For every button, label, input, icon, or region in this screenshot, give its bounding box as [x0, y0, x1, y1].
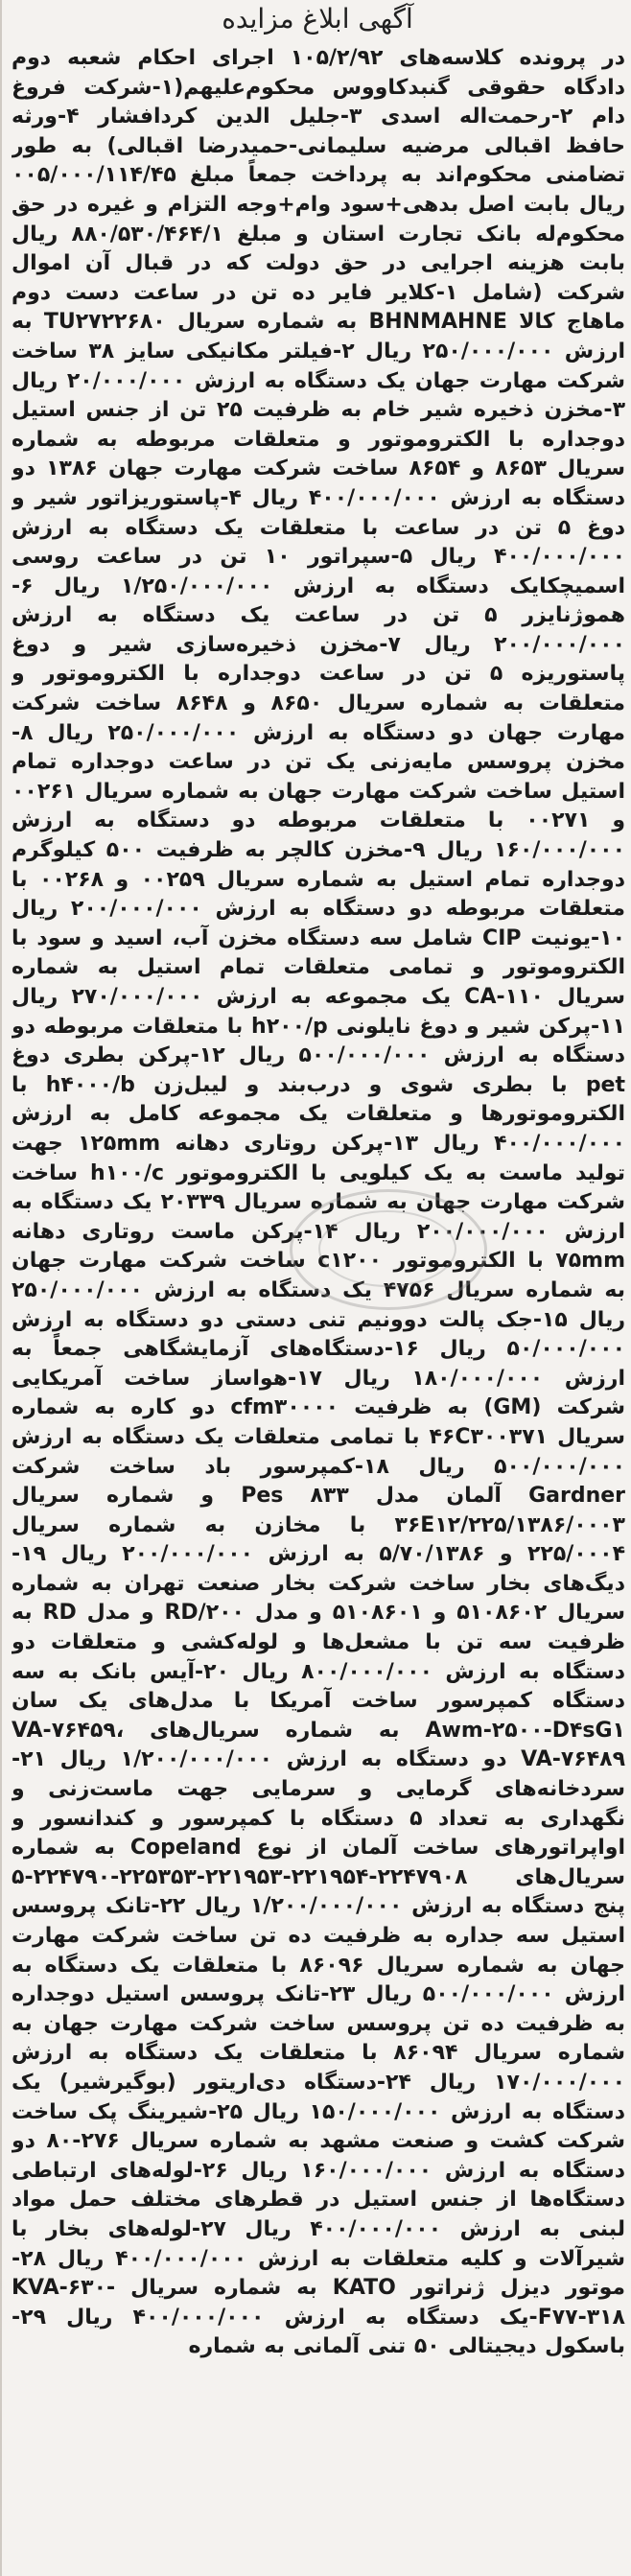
notice-header [2, 0, 631, 38]
notice-title: آگهی ابلاغ مزایده [222, 3, 413, 35]
notice-body: در پرونده کلاسه‌های ۱۰۵/۲/۹۲ اجرای احکام شعبه دوم دادگاه حقوقی گنبدکاووس محکوم‌علیهم(۱-شرکت فروغ دام ۲-رحمت‌اله اسدی ۳-جلیل الدین کردافشار ۴-ورثه حافظ اقبالی مرضیه سلیمانی-حمیدرضا اقبالی) به طور تضامنی محکوم‌اند به پرداخت جمعاً مبلغ ۰۰۵/۰۰۰/۱۱۴/۴۵ ریال بابت اصل بدهی+سود وام+وجه التزام و غیره در حق محکوم‌له بانک تجارت استان و مبلغ ۸۸۰/۵۳۰/۴۶۴/۱ ریال بابت هزینه اجرایی در حق دولت که در قبال آن اموال شرکت (شامل ۱-کلایر فایر ده تن در ساعت دست دوم ماهاج کالا BHNMAHNE به شماره سریال TU۲۷۲۲۶۸۰ به ارزش ۲۵۰/۰۰۰/۰۰۰ ریال ۲-فیلتر مکانیکی سایز ۳۸ ساخت شرکت مهارت جهان یک دستگاه به ارزش ۲۰/۰۰۰/۰۰۰ ریال ۳-مخزن ذخیره شیر خام به ظرفیت ۲۵ تن از جنس استیل دوجداره با الکتروموتور و متعلقات مربوطه به شماره سریال ۸۶۵۳ و ۸۶۵۴ ساخت شرکت مهارت جهان ۱۳۸۶ دو دستگاه به ارزش ۴۰۰/۰۰۰/۰۰۰ ریال ۴-پاستوریزاتور شیر و دوغ ۵ تن در ساعت با متعلقات یک دستگاه به ارزش ۴۰۰/۰۰۰/۰۰۰ ریال ۵-سپراتور ۱۰ تن در ساعت روسی اسمیچکایک دستگاه به ارزش ۱/۲۵۰/۰۰۰/۰۰۰ ریال ۶-هموژنایزر ۵ تن در ساعت یک دستگاه به ارزش ۲۰۰/۰۰۰/۰۰۰ ریال ۷-مخزن ذخیره‌سازی شیر و دوغ پاستوریزه ۵ تن در ساعت دوجداره با الکتروموتور و متعلقات به شماره سریال ۸۶۵۰ و ۸۶۴۸ ساخت شرکت مهارت جهان دو دستگاه به ارزش ۲۵۰/۰۰۰/۰۰۰ ریال ۸-مخزن پروسس مایه‌زنی یک تن در ساعت دوجداره تمام استیل ساخت شرکت مهارت جهان به شماره سریال ۰۰۲۶۱ و ۰۰۲۷۱ با متعلقات مربوطه دو دستگاه به ارزش ۱۶۰/۰۰۰/۰۰۰ ریال ۹-مخزن کالچر به ظرفیت ۵۰۰ کیلوگرم دوجداره تمام استیل به شماره سریال ۰۰۲۵۹ و ۰۰۲۶۸ با متعلقات مربوطه دو دستگاه به ارزش ۲۰۰/۰۰۰/۰۰۰ ریال ۱۰-یونیت CIP شامل سه دستگاه مخزن آب، اسید و سود با الکتروموتور و تمامی متعلقات تمام استیل به شماره سریال CA-۱۱۰ یک مجموعه به ارزش ۲۷۰/۰۰۰/۰۰۰ ریال ۱۱-پرکن شیر و دوغ نایلونی h۲۰۰/p با متعلقات مربوطه دو دستگاه به ارزش ۵۰۰/۰۰۰/۰۰۰ ریال ۱۲-پرکن بطری دوغ pet با بطری شوی و درب‌بند و لیبل‌زن h۴۰۰۰/b با الکتروموتورها و متعلقات یک مجموعه کامل به ارزش ۴۰۰/۰۰۰/۰۰۰ ریال ۱۳-پرکن روتاری دهانه ۱۲۵mm جهت تولید ماست به یک کیلویی با الکتروموتور h۱۰۰/c ساخت شرکت مهارت جهان به شماره سریال ۲۰۳۳۹ یک دستگاه به ارزش ۲۰۰/۰۰۰/۰۰۰ ریال ۱۴-پرکن ماست روتاری دهانه ۷۵mm با الکتروموتور c۱۲۰۰ ساخت شرکت مهارت جهان به شماره سریال ۴۷۵۶ یک دستگاه به ارزش ۲۵۰/۰۰۰/۰۰۰ ریال ۱۵-جک پالت دوونیم تنی دستی دو دستگاه به ارزش ۵۰/۰۰۰/۰۰۰ ریال ۱۶-دستگاه‌های آزمایشگاهی جمعاً به ارزش ۱۸۰/۰۰۰/۰۰۰ ریال ۱۷-هواساز ساخت آمریکایی شرکت (GM) به ظرفیت cfm۳۰۰۰۰ دو کاره به شماره سریال ۴۶C۳۰۰۳۷۱ با تمامی متعلقات یک دستگاه به ارزش ۵۰۰/۰۰۰/۰۰۰ ریال ۱۸-کمپرسور باد ساخت شرکت Gardner آلمان مدل Pes ۸۳۳ و شماره سریال ۳۶E۱۲/۲۲۵/۱۳۸۶/۰۰۰۳ با مخازن به شماره سریال ۲۲۵/۰۰۰۴ و ۵/۷۰/۱۳۸۶ به ارزش ۲۰۰/۰۰۰/۰۰۰ ریال ۱۹-دیگ‌های بخار ساخت شرکت بخار صنعت تهران به شماره سریال ۵۱۰۸۶۰۲ و ۵۱۰۸۶۰۱ و مدل ۲۰۰/RD و مدل RD به ظرفیت سه تن با مشعل‌ها و لوله‌کشی و متعلقات دو دستگاه به ارزش ۸۰۰/۰۰۰/۰۰۰ ریال ۲۰-آیس بانک به سه دستگاه کمپرسور ساخت آمریکا با مدل‌های یک سان Awm-۲۵۰۰-D۴sG۱ به شماره سریال‌های VA-۷۶۴۵۹، VA-۷۶۴۸۹ دو دستگاه به ارزش ۱/۲۰۰/۰۰۰/۰۰۰ ریال ۲۱-سردخانه‌های گرمایی و سرمایی جهت ماست‌زنی و نگهداری به تعداد ۵ دستگاه با کمپرسور و کندانسور و اواپراتورهای ساخت آلمان از نوع Copeland به شماره سریال‌های ۲۲۴۷۹۰۸-۲۲۱۹۵۴-۲۲۱۹۵۳-۲۲۵۳۵۳-۲۲۴۷۹۰-۵ پنج دستگاه به ارزش ۱/۲۰۰/۰۰۰/۰۰۰ ریال ۲۲-تانک پروسس استیل سه جداره به ظرفیت ده تن ساخت شرکت مهارت جهان به شماره سریال ۸۶۰۹۶ با متعلقات یک دستگاه به ارزش ۵۰۰/۰۰۰/۰۰۰ ریال ۲۳-تانک پروسس استیل دوجداره به ظرفیت ده تن پروسس ساخت شرکت مهارت جهان به شماره سریال ۸۶۰۹۴ با متعلقات یک دستگاه به ارزش ۱۷۰/۰۰۰/۰۰۰ ریال ۲۴-دستگاه دی‌اریتور (بوگیرشیر) یک دستگاه به ارزش ۱۵۰/۰۰۰/۰۰۰ ریال ۲۵-شیرینگ پک ساخت شرکت کشت و صنعت مشهد به شماره سریال ۲۷۶-۸۰ دو دستگاه به ارزش ۱۶۰/۰۰۰/۰۰۰ ریال ۲۶-لوله‌های ارتباطی دستگاه‌ها از جنس استیل در قطرهای مختلف حمل مواد لبنی به ارزش ۴۰۰/۰۰۰/۰۰۰ ریال ۲۷-لوله‌های بخار با شیرآلات و کلیه متعلقات به ارزش ۴۰۰/۰۰۰/۰۰۰ ریال ۲۸-موتور دیزل ژنراتور KATO به شماره سریال KVA-۶۳۰-F۷۷-۳۱۸-یک دستگاه به ارزش ۴۰۰/۰۰۰/۰۰۰ ریال ۲۹-باسکول دیجیتالی ۵۰ تنی آلمانی به شماره [12, 46, 625, 2359]
